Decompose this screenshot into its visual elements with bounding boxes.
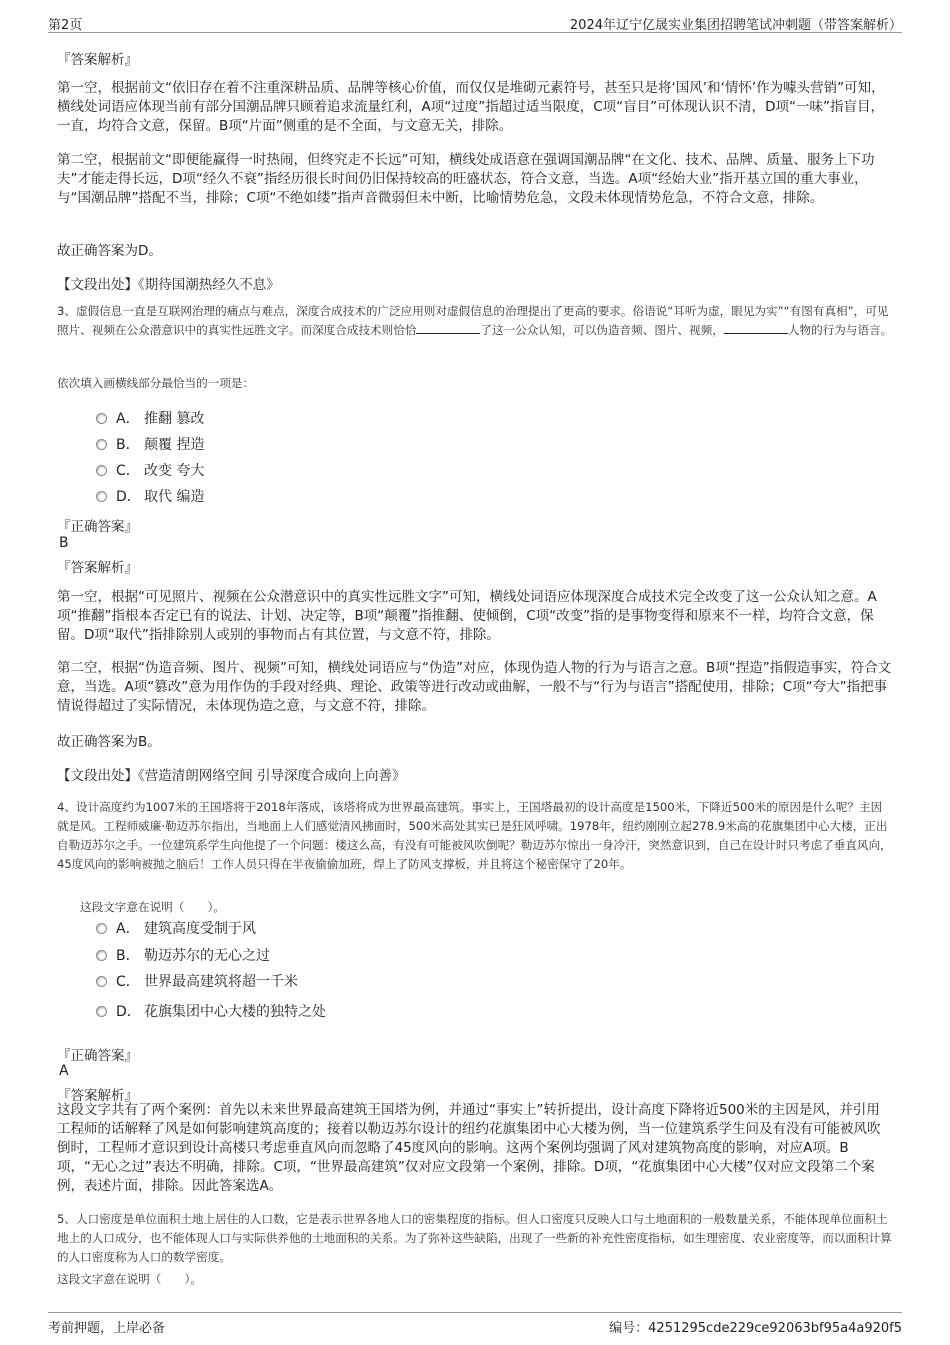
q2-source	[57, 273, 280, 293]
q3-stem-part2: 了这一公众认知，可以伪造音频、图片、视频，	[480, 323, 724, 337]
option-text: 改变 夸大	[144, 463, 205, 479]
q2-analysis-tag: 『答案解析』	[57, 52, 138, 68]
q3-blank-2	[724, 321, 788, 334]
option-key: D．	[116, 489, 141, 505]
q3-stem	[57, 302, 893, 340]
option-key: D．	[116, 1004, 141, 1020]
q2-analysis-para2: 第二空，根据前文“即便能赢得一时热闹，但终究走不长远”可知，横线处成语意在强调国潮品牌“在文化、技术、品牌、质量、服务上下功夫”才能走得长远，D项“经久不衰”指经历很长时间仍旧保持较高的旺盛状态，符合文意，当选。A项“经始大业”指开基立国的重大事业，与“国潮品牌”搭配不当，排除；C项“不绝如缕”指声音微弱但未中断，比喻情势危急，文段未体现情势危急，不符合文意，排除。	[57, 152, 875, 206]
option-text: 勒迈苏尔的无心之过	[144, 948, 270, 964]
q3-source-title: 《营造清朗网络空间 引导深度合成向上向善》	[138, 768, 406, 784]
radio-icon[interactable]	[96, 976, 107, 987]
footer-id	[609, 1317, 902, 1336]
footer-id-value: 4251295cde229ce92063bf95a4a920f5	[648, 1321, 902, 1336]
option-text: 颠覆 捏造	[144, 437, 205, 453]
option-key: A．	[116, 921, 140, 937]
q2-analysis-para1: 第一空，根据前文“依旧存在着不注重深耕品质、品牌等核心价值，而仅仅是堆砌元素符号，甚至只是将‘国风’和‘情怀’作为噱头营销”可知，横线处词语应体现当前有部分国潮品牌只顾着追求流量红利，A项“过度”指超过适当限度，C项“盲目”可体现认识不清，D项“一味”指盲目，一直，均符合文意，保留。B项“片面”侧重的是不全面，与文意无关，排除。	[57, 80, 885, 134]
q4-correct-answer: A	[59, 1063, 69, 1079]
q3-conclusion: 故正确答案为B。	[57, 734, 161, 750]
option-key: B．	[116, 437, 140, 453]
radio-icon[interactable]	[96, 950, 107, 961]
q3-analysis-para1: 第一空，根据“可见照片、视频在公众潜意识中的真实性远胜文字”可知，横线处词语应体现深度合成技术完全改变了这一公众认知之意。A项“推翻”指根本否定已有的说法、计划、决定等，B项“颠覆”指推翻、使倾倒，C项“改变”指的是事物变得和原来不一样，均符合文意，保留。D项“取代”指排除别人或别的事物而占有其位置，与文意不符，排除。	[57, 589, 877, 643]
q4-prompt: 这段文字意在说明（ ）。	[80, 900, 225, 914]
q3-option-a[interactable]	[96, 409, 204, 429]
page-number: 第2页	[48, 18, 83, 33]
q3-analysis-tag: 『答案解析』	[57, 560, 138, 576]
option-text: 花旗集团中心大楼的独特之处	[144, 1004, 326, 1020]
page-footer	[48, 1312, 902, 1335]
q2-source-label: 【文段出处】	[57, 277, 138, 293]
q2-source-title: 《期待国潮热经久不息》	[138, 277, 280, 293]
q4-analysis: 这段文字共有了两个案例：首先以未来世界最高建筑王国塔为例，并通过“事实上”转折提出，设计高度下降将近500米的主因是风，并引用工程师的话解释了风是如何影响建筑高度的；接着以勒迈苏尔设计的纽约花旗集团中心大楼为例，当一位建筑系学生问及有没有可能被风吹倒时，工程师才意识到设计高楼只考虑垂直风向而忽略了45度风向的影响。这两个案例均强调了风对建筑物高度的影响，对应A项。B项，“无心之过”表达不明确，排除。C项，“世界最高建筑”仅对应文段第一个案例，排除。D项，“花旗集团中心大楼”仅对应文段第二个案例，表述片面，排除。因此答案选A。	[57, 1102, 881, 1194]
q4-option-b[interactable]	[96, 946, 270, 966]
q2-conclusion: 故正确答案为D。	[57, 243, 162, 259]
page-header	[48, 10, 902, 33]
radio-icon[interactable]	[96, 465, 107, 476]
option-text: 取代 编造	[144, 489, 205, 505]
q4-option-c[interactable]	[96, 972, 298, 992]
q4-option-a[interactable]	[96, 919, 256, 939]
radio-icon[interactable]	[96, 413, 107, 424]
option-text: 推翻 篡改	[144, 411, 205, 427]
q3-option-b[interactable]	[96, 435, 204, 455]
q4-option-d[interactable]	[96, 1002, 326, 1022]
q3-correct-answer: B	[59, 535, 69, 551]
radio-icon[interactable]	[96, 491, 107, 502]
radio-icon[interactable]	[96, 439, 107, 450]
footer-slogan: 考前押题，上岸必备	[48, 1321, 166, 1336]
q3-correct-tag: 『正确答案』	[57, 519, 138, 535]
q3-option-d[interactable]	[96, 487, 204, 507]
q3-source-label: 【文段出处】	[57, 768, 138, 784]
q4-analysis-tag: 『答案解析』	[57, 1088, 138, 1104]
q3-analysis-para2: 第二空，根据“伪造音频、图片、视频”可知，横线处词语应与“伪造”对应，体现伪造人物的行为与语言之意。B项“捏造”指假造事实，符合文意，当选。A项“篡改”意为用作伪的手段对经典、理论、政策等进行改动或曲解，一般不与“行为与语言”搭配使用，排除；C项“夸大”指把事情说得超过了实际情况，未体现伪造之意，与文意不符，排除。	[57, 660, 892, 714]
option-text: 世界最高建筑将超一千米	[144, 974, 298, 990]
option-text: 建筑高度受制于风	[144, 921, 256, 937]
q3-stem-part1: 3、虚假信息一直是互联网治理的痛点与难点，深度合成技术的广泛应用则对虚假信息的治理提出了更高的要求。俗语说“耳听为虚，眼见为实”“有图有真相”，可见照片、视频在公众潜意识中的真实性远胜文字。而深度合成技术则恰恰	[57, 304, 889, 337]
option-key: C．	[116, 463, 140, 479]
q3-option-c[interactable]	[96, 461, 204, 481]
q4-stem: 4、设计高度约为1007米的王国塔将于2018年落成，该塔将成为世界最高建筑。事实上，王国塔最初的设计高度是1500米，下降近500米的原因是什么呢？主因就是风。工程师威廉·勒迈苏尔指出，当地面上人们感觉清风拂面时，500米高处其实已是狂风呼啸。1978年，纽约刚刚立起278.9米高的花旗集团中心大楼，正出自勒迈苏尔之手。一位建筑系学生向他提了一个问题：楼这么高，有没有可能被风吹倒呢？勒迈苏尔惊出一身冷汗，突然意识到，自己在设计时只考虑了垂直风向，45度风向的影响被抛之脑后！工作人员只得在半夜偷偷加班，焊上了防风支撑板，并且将这个秘密保守了20年。	[57, 800, 892, 871]
radio-icon[interactable]	[96, 1006, 107, 1017]
q5-stem: 5、人口密度是单位面积土地上居住的人口数，它是表示世界各地人口的密集程度的指标。但人口密度只反映人口与土地面积的一般数量关系，不能体现单位面积土地上的人口成分，也不能体现人口与实际供养他的土地面积的关系。为了弥补这些缺陷，出现了一些新的补充性密度指标，如生理密度、农业密度等，而以面积计算的人口密度称为人口的数学密度。	[57, 1212, 892, 1264]
option-key: C．	[116, 974, 140, 990]
q3-source	[57, 764, 406, 784]
option-key: B．	[116, 948, 140, 964]
radio-icon[interactable]	[96, 923, 107, 934]
option-key: A．	[116, 411, 140, 427]
q3-blank-1	[416, 321, 480, 334]
q4-correct-tag: 『正确答案』	[57, 1048, 138, 1064]
q3-prompt: 依次填入画横线部分最恰当的一项是：	[57, 376, 255, 390]
q5-prompt: 这段文字意在说明（ ）。	[57, 1272, 202, 1286]
q3-stem-part3: 人物的行为与语言。	[787, 323, 893, 337]
document-title: 2024年辽宁亿晟实业集团招聘笔试冲刺题（带答案解析）	[569, 18, 902, 33]
footer-id-label: 编号：	[609, 1321, 649, 1336]
